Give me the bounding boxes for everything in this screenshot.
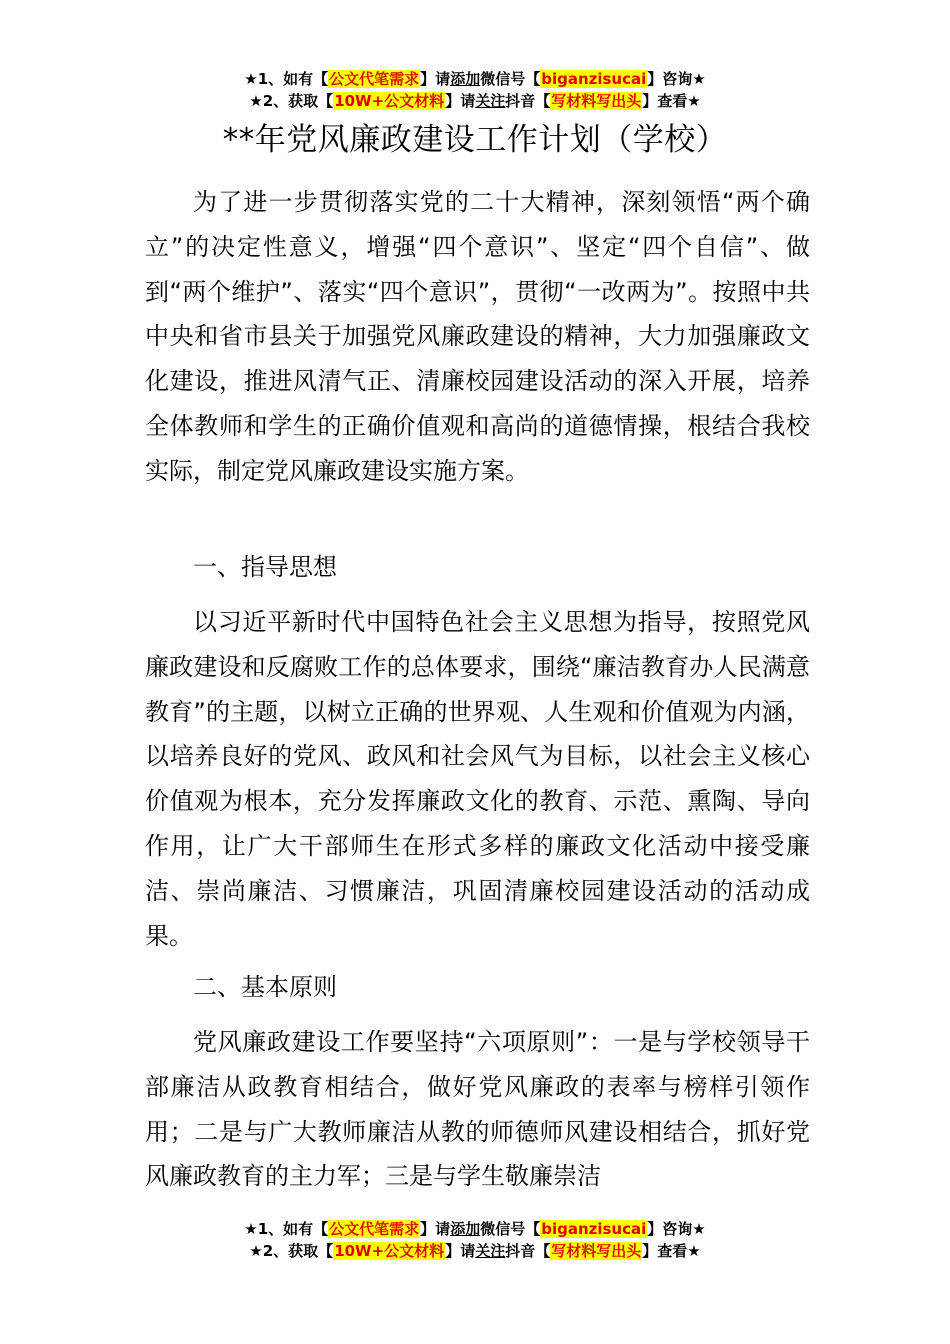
section-heading-text: 一、指导思想 [193, 553, 337, 581]
promo-line-1 [0, 68, 950, 90]
promo-douyin-id: 写材料写出头 [551, 1242, 642, 1260]
promo-underline: 添加 [450, 1220, 481, 1238]
promo-wechat-id: biganzisucai [541, 1220, 647, 1238]
promo-text: 】请 [420, 70, 451, 88]
promo-underline: 关注 [475, 1242, 506, 1260]
promo-underline: 添加 [450, 70, 481, 88]
section-body-text: 以习近平新时代中国特色社会主义思想为指导，按照党风廉政建设和反腐败工作的总体要求，围绕“廉洁教育办人民满意教育”的主题，以树立正确的世界观、人生观和价值观为内涵，以培养良好的党风、政风和社会风气为目标，以社会主义核心价值观为根本，充分发挥廉政文化的教育、示范、熏陶、导向作用，让广大干部师生在形式多样的廉政文化活动中接受廉洁、崇尚廉洁、习惯廉洁，巩固清廉校园建设活动的活动成果。 [145, 608, 810, 950]
promo-text: 】请 [420, 1220, 451, 1238]
intro-paragraph [145, 180, 810, 494]
promo-text: ★1、如有【 [244, 70, 329, 88]
promo-text: 抖音【 [505, 1242, 551, 1260]
promo-line-1 [0, 1218, 950, 1240]
promo-text: 抖音【 [505, 92, 551, 110]
promo-highlight: 10W+公文材料 [334, 1242, 445, 1260]
promo-text: ★1、如有【 [244, 1220, 329, 1238]
section-body-text: 党风廉政建设工作要坚持“六项原则”：一是与学校领导干部廉洁从政教育相结合，做好党风廉政的表率与榜样引领作用；二是与广大教师廉洁从教的师德师风建设相结合，抓好党风廉政教育的主力军；三是与学生敬廉崇洁 [145, 1028, 810, 1191]
promo-underline: 关注 [475, 92, 506, 110]
section-body-2 [145, 1020, 810, 1199]
promo-text: 】请 [445, 92, 476, 110]
promo-wechat-id: biganzisucai [541, 70, 647, 88]
document-title: **年党风廉政建设工作计划（学校） [222, 122, 728, 158]
promo-text: ★2、获取【 [249, 92, 334, 110]
promo-text: 】咨询★ [647, 1220, 706, 1238]
section-heading-1 [145, 545, 810, 590]
promo-highlight: 10W+公文材料 [334, 92, 445, 110]
promo-text: 微信号【 [480, 1220, 541, 1238]
promo-text: 】咨询★ [647, 70, 706, 88]
promo-text: 】查看★ [642, 92, 701, 110]
promo-banner-bottom [0, 1218, 950, 1262]
intro-text: 为了进一步贯彻落实党的二十大精神，深刻领悟“两个确立”的决定性意义，增强“四个意识”、坚定“四个自信”、做到“两个维护”、落实“四个意识”，贯彻“一改两为”。按照中共中央和省市县关于加强党风廉政建设的精神，大力加强廉政文化建设，推进风清气正、清廉校园建设活动的深入开展，培养全体教师和学生的正确价值观和高尚的道德情操，根结合我校实际，制定党风廉政建设实施方案。 [145, 188, 810, 485]
section-heading-2 [145, 965, 810, 1010]
promo-text: ★2、获取【 [249, 1242, 334, 1260]
section-heading-text: 二、基本原则 [193, 973, 337, 1001]
promo-text: 】请 [445, 1242, 476, 1260]
promo-highlight: 公文代笔需求 [329, 1220, 420, 1238]
promo-douyin-id: 写材料写出头 [551, 92, 642, 110]
promo-line-2 [0, 1240, 950, 1262]
promo-line-2 [0, 90, 950, 112]
section-body-1 [145, 600, 810, 958]
promo-text: 】查看★ [642, 1242, 701, 1260]
promo-banner-top [0, 68, 950, 112]
promo-highlight: 公文代笔需求 [329, 70, 420, 88]
promo-text: 微信号【 [480, 70, 541, 88]
